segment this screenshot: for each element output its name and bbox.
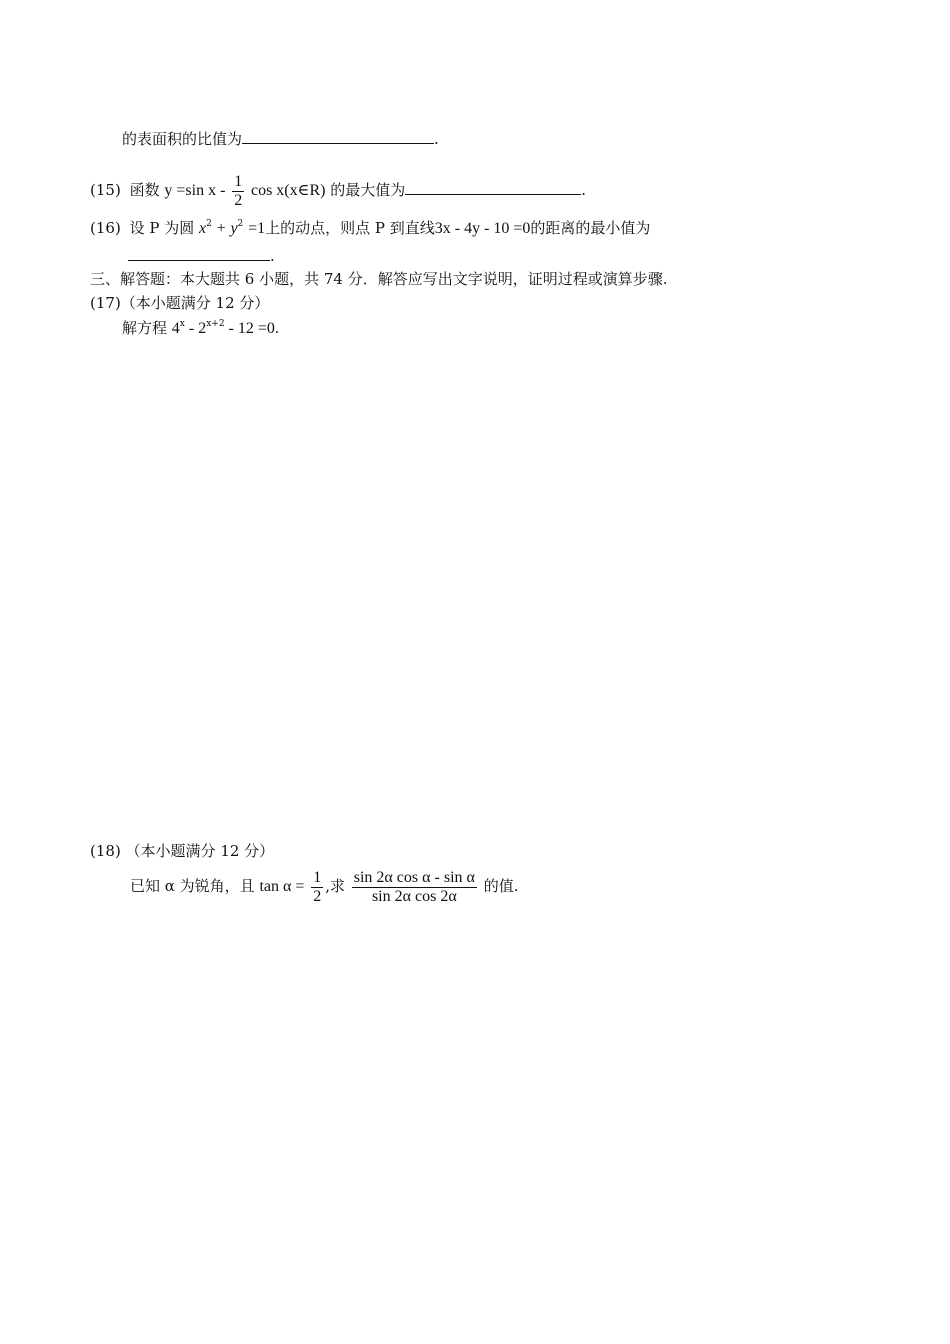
q18-small-fraction <box>311 869 323 906</box>
q15-prefix: 函数 <box>129 181 160 199</box>
q16-number: (16) <box>90 219 121 237</box>
q15-frac-den: 2 <box>234 191 243 209</box>
q15-frac-num: 1 <box>234 172 243 190</box>
q18-big-num: sin 2α cos α - sin α <box>353 868 475 886</box>
q18-header: (18) （本小题满分 12 分） <box>90 842 275 860</box>
q15-period: . <box>581 181 587 199</box>
q17-base2: 2 <box>198 320 207 337</box>
q15-suffix: 的最大值为 <box>330 181 406 199</box>
q16-circle-plus: + <box>216 220 226 237</box>
q18-frac-den: 2 <box>313 887 322 905</box>
q15-line <box>90 172 586 210</box>
q16-line <box>90 218 650 241</box>
q14-period: . <box>434 130 439 148</box>
q17-exp1: x <box>179 319 185 329</box>
q15-formula-rhs: cos x(x∈R) <box>250 182 326 199</box>
q16-circle-x-exp: 2 <box>206 219 212 229</box>
q18-text-a: 已知 α 为锐角，且 <box>130 877 255 895</box>
q14-line <box>122 127 439 149</box>
q14-answer-blank[interactable] <box>242 127 434 144</box>
q18-tan-lhs: tan α = <box>259 878 305 895</box>
q16-text-a: 设 P 为圆 <box>129 219 195 237</box>
q17-exp2: x+2 <box>206 319 225 329</box>
q18-body <box>130 866 518 907</box>
q16-circle-y: y <box>230 220 238 237</box>
q16-circle-x: x <box>199 220 207 237</box>
q17-text: 解方程 <box>122 319 168 337</box>
q18-frac-num: 1 <box>313 868 322 886</box>
q17-minus: - <box>184 320 199 337</box>
q18-big-fraction <box>352 869 477 906</box>
q17-base1: 4 <box>171 320 180 337</box>
q15-answer-blank[interactable] <box>405 178 581 195</box>
q15-fraction <box>232 173 244 210</box>
q18-big-den: sin 2α cos 2α <box>352 887 477 906</box>
q16-line-equation: 3x - 4y - 10 =0 <box>434 220 531 237</box>
q16-circle-rhs: =1 <box>248 220 266 237</box>
q16-circle-y-exp: 2 <box>237 219 244 229</box>
q16-period: . <box>270 247 275 265</box>
q16-answer-line <box>128 244 275 266</box>
q15-number: (15) <box>90 181 121 199</box>
q17-header: (17)（本小题满分 12 分） <box>90 294 270 312</box>
q14-text: 的表面积的比值为 <box>122 130 243 148</box>
q16-text-b: 上的动点，则点 P 到直线 <box>265 219 435 237</box>
q15-formula-lhs: y =sin x - <box>164 182 226 199</box>
q16-text-c: 的距离的最小值为 <box>530 219 651 237</box>
q18-text-b: ,求 <box>325 877 345 895</box>
q17-body <box>122 318 279 341</box>
q16-answer-blank[interactable] <box>128 244 270 261</box>
section3-heading: 三、解答题：本大题共 6 小题，共 74 分．解答应写出文字说明，证明过程或演算步骤. <box>90 270 668 288</box>
q17-rest: - 12 =0. <box>224 320 279 337</box>
q18-text-c: 的值. <box>483 877 519 895</box>
